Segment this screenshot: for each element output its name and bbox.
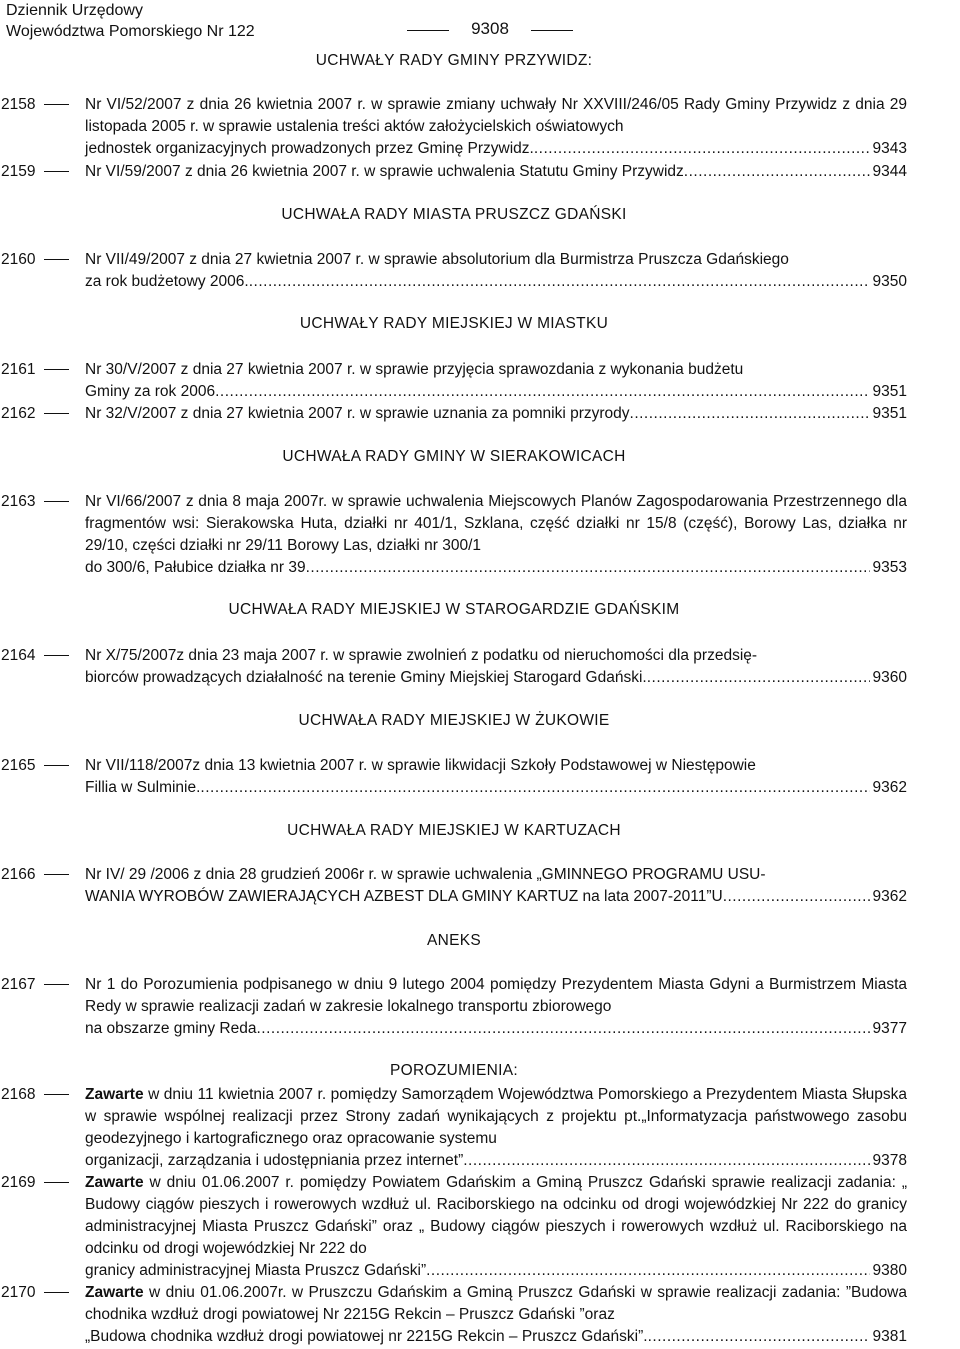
dot-leader [249,271,870,293]
entry-number: 2170 [1,1284,36,1301]
toc-entry [0,359,910,403]
entry-dash [44,171,69,172]
entry-number: 2168 [1,1086,36,1103]
journal-header [6,0,255,42]
dot-leader [306,557,870,579]
entry-last-line [85,1260,907,1282]
entry-dash [44,874,69,875]
entry-body: w dniu 01.06.2007r. w Pruszczu Gdańskim a Gminą Pruszcz Gdański w sprawie realizacji zadania: ”Budowa chodnika wzdłuż drogi powiatowej Nr 2215G Rekcin – Pruszcz Gdański ”oraz [85,1284,907,1323]
entry-last-text: do 300/6, Pałubice działka nr 39 [85,559,306,576]
entry-dash [44,413,69,414]
dot-leader [684,161,870,183]
toc-entry [0,249,910,293]
entry-body: Nr X/75/2007z dnia 23 maja 2007 r. w sprawie zwolnień z podatku od nieruchomości dla przedsię- [85,647,758,664]
entry-lead: Zawarte [85,1086,144,1103]
entry-last-line [85,1326,907,1348]
page-ref: 9362 [872,779,907,796]
page-ref: 9362 [872,888,907,905]
entry-text [85,1172,907,1282]
entry-body: w dniu 01.06.2007 r. pomiędzy Powiatem Gdańskim a Gminą Pruszcz Gdański sprawie realizacji zadania: „ Budowy ciągów pieszych i rowerowych wzdłuż ul. Raciborskiego na odcinku od drogi wojewódzkiej Nr 222 do granicy administracyjnej Miasta Pruszcz Gdański” oraz „ Budowy ciągów pieszych i rowerowych wzdłuż ul. Raciborskiego na odcinku od drogi wojewódzkiej Nr 222 do [85,1174,907,1257]
entry-text [85,974,907,1040]
page-ref: 9380 [872,1262,907,1279]
entry-number: 2161 [1,361,36,378]
dot-leader [648,1326,870,1348]
entry-last-line [85,161,907,183]
page-ref: 9351 [872,383,907,400]
entry-last-text: Nr VI/59/2007 z dnia 26 kwietnia 2007 r. w sprawie uchwalenia Statutu Gminy Przywidz [85,163,684,180]
journal-title: Dziennik Urzędowy [6,2,143,19]
page-number: 9308 [405,19,575,39]
entry-number: 2159 [1,163,36,180]
toc-entry [0,755,910,799]
entry-body: Nr VII/49/2007 z dnia 27 kwietnia 2007 r. w sprawie absolutorium dla Burmistrza Pruszcza Gdańskiego [85,251,789,268]
toc-entry [0,974,910,1040]
toc-entry [0,403,910,425]
entry-dash [44,984,69,985]
dot-leader [426,1260,869,1282]
journal-issue: Województwa Pomorskiego Nr 122 [6,23,255,40]
toc-entry [0,1172,910,1282]
entry-text [85,161,907,183]
entry-last-line [85,1018,907,1040]
entry-number: 2167 [1,976,36,993]
dot-leader [723,886,870,908]
toc-entry [0,645,910,689]
entry-text [85,403,907,425]
entry-dash [44,501,69,502]
entry-last-text: „Budowa chodnika wzdłuż drogi powiatowej nr 2215G Rekcin – Pruszcz Gdański”. [85,1328,648,1345]
entry-last-line [85,667,907,689]
section-title: UCHWAŁA RADY MIEJSKIEJ W KARTUZACH [287,822,621,839]
page-ref: 9344 [872,163,907,180]
entry-body: Nr 1 do Porozumienia podpisanego w dniu 9 lutego 2004 pomiędzy Prezydentem Miasta Gdyni a Burmistrzem Miasta Redy w sprawie realizacji zadań w zakresie lokalnego transportu zbiorowego [85,976,907,1015]
page-ref: 9343 [872,140,907,157]
page-ref: 9360 [872,669,907,686]
page-ref: 9381 [872,1328,907,1345]
entry-last-text: granicy administracyjnej Miasta Pruszcz Gdański” [85,1262,427,1279]
toc-entry [0,94,910,160]
entry-text [85,491,907,579]
entry-dash [44,104,69,105]
entry-number: 2164 [1,647,36,664]
entry-body: Nr VI/52/2007 z dnia 26 kwietnia 2007 r. w sprawie zmiany uchwały Nr XXVIII/246/05 Rady Gminy Przywidz z dnia 29 listopada 2005 r. w sprawie ustalenia treści aktów założycielskich oświatowych [85,96,907,135]
dot-leader [200,777,869,799]
section-title: UCHWAŁA RADY GMINY W SIERAKOWICACH [282,448,626,465]
entry-last-text: organizacji, zarządzania i udostępniania przez internet” [85,1152,464,1169]
entry-number: 2160 [1,251,36,268]
entry-text [85,1084,907,1172]
entry-last-text: za rok budżetowy 2006. [85,273,249,290]
entry-last-text: Gminy za rok 2006 [85,383,216,400]
entry-text [85,249,907,293]
toc-entry [0,161,910,183]
page-ref: 9350 [872,273,907,290]
entry-body: w dniu 11 kwietnia 2007 r. pomiędzy Samorządem Województwa Pomorskiego a Prezydentem Miasta Słupska w sprawie wspólnej realizacji przez Strony zadań wynikających z projektu pt.„Informatyzacja państwowego zasobu geodezyjnego i kartograficznego oraz opracowanie systemu [85,1086,907,1147]
section-title: UCHWAŁA RADY MIEJSKIEJ W STAROGARDZIE GDAŃSKIM [228,601,680,618]
entry-text [85,755,907,799]
entry-lead: Zawarte [85,1174,144,1191]
section-title: UCHWAŁA RADY MIEJSKIEJ W ŻUKOWIE [298,712,610,729]
entry-last-line [85,381,907,403]
entry-number: 2165 [1,757,36,774]
entry-last-text: biorców prowadzących działalność na terenie Gminy Miejskiej Starogard Gdański. [85,669,647,686]
entry-number: 2166 [1,866,36,883]
dot-leader [630,403,870,425]
toc-entry [0,491,910,579]
dot-leader [534,138,870,160]
entry-number: 2162 [1,405,36,422]
entry-last-text: na obszarze gminy Reda [85,1020,257,1037]
page-ref: 9377 [872,1020,907,1037]
entry-body: Nr VI/66/2007 z dnia 8 maja 2007r. w sprawie uchwalenia Miejscowych Planów Zagospodarowania Przestrzennego dla fragmentów wsi: Sierakowska Huta, działki nr 401/1, Szklana, część działki nr 15/8 (część), Borowy Las, działka nr 29/10, części działki nr 29/11 Borowy Las, działki nr 300/1 [85,493,907,554]
toc-entry [0,864,910,908]
entry-last-line [85,557,907,579]
page-ref: 9353 [872,559,907,576]
section-title: POROZUMIENIA: [390,1062,518,1079]
entry-dash [44,1182,69,1183]
entry-text [85,359,907,403]
entry-lead: Zawarte [85,1284,144,1301]
entry-dash [44,1094,69,1095]
dot-leader [215,381,869,403]
entry-last-text: jednostek organizacyjnych prowadzonych przez Gminę Przywidz. [85,140,534,157]
dot-leader [647,667,870,689]
entry-last-line [85,271,907,293]
entry-number: 2169 [1,1174,36,1191]
entry-body: Nr IV/ 29 /2006 z dnia 28 grudzień 2006r r. w sprawie uchwalenia „GMINNEGO PROGRAMU USU- [85,866,766,883]
entry-dash [44,1292,69,1293]
section-title: ANEKS [426,932,482,949]
entry-dash [44,259,69,260]
entry-body: Nr VII/118/2007z dnia 13 kwietnia 2007 r. w sprawie likwidacji Szkoły Podstawowej w Niestępowie [85,757,756,774]
dot-leader [463,1150,869,1172]
entry-last-text: WANIA WYROBÓW ZAWIERAJĄCYCH AZBEST DLA GMINY KARTUZ na lata 2007-2011”U [85,888,723,905]
entry-number: 2158 [1,96,36,113]
entry-dash [44,369,69,370]
toc-entry [0,1084,910,1172]
dot-leader [256,1018,869,1040]
entry-dash [44,655,69,656]
section-title: UCHWAŁY RADY GMINY PRZYWIDZ: [315,52,593,69]
entry-last-line [85,1150,907,1172]
entry-dash [44,765,69,766]
entry-last-line [85,403,907,425]
toc-entry [0,1282,910,1348]
entry-last-line [85,777,907,799]
entry-text [85,864,907,908]
entry-body: Nr 30/V/2007 z dnia 27 kwietnia 2007 r. w sprawie przyjęcia sprawozdania z wykonania budżetu [85,361,744,378]
entry-text [85,645,907,689]
entry-last-line [85,886,907,908]
entry-number: 2163 [1,493,36,510]
entry-last-text: Fillia w Sulminie. [85,779,201,796]
page-ref: 9378 [872,1152,907,1169]
entry-last-line [85,138,907,160]
page-ref: 9351 [872,405,907,422]
entry-text [85,1282,907,1348]
entry-text [85,94,907,160]
entry-last-text: Nr 32/V/2007 z dnia 27 kwietnia 2007 r. w sprawie uznania za pomniki przyrody [85,405,630,422]
section-title: UCHWAŁY RADY MIEJSKIEJ W MIASTKU [299,315,609,332]
section-title: UCHWAŁA RADY MIASTA PRUSZCZ GDAŃSKI [281,206,627,223]
